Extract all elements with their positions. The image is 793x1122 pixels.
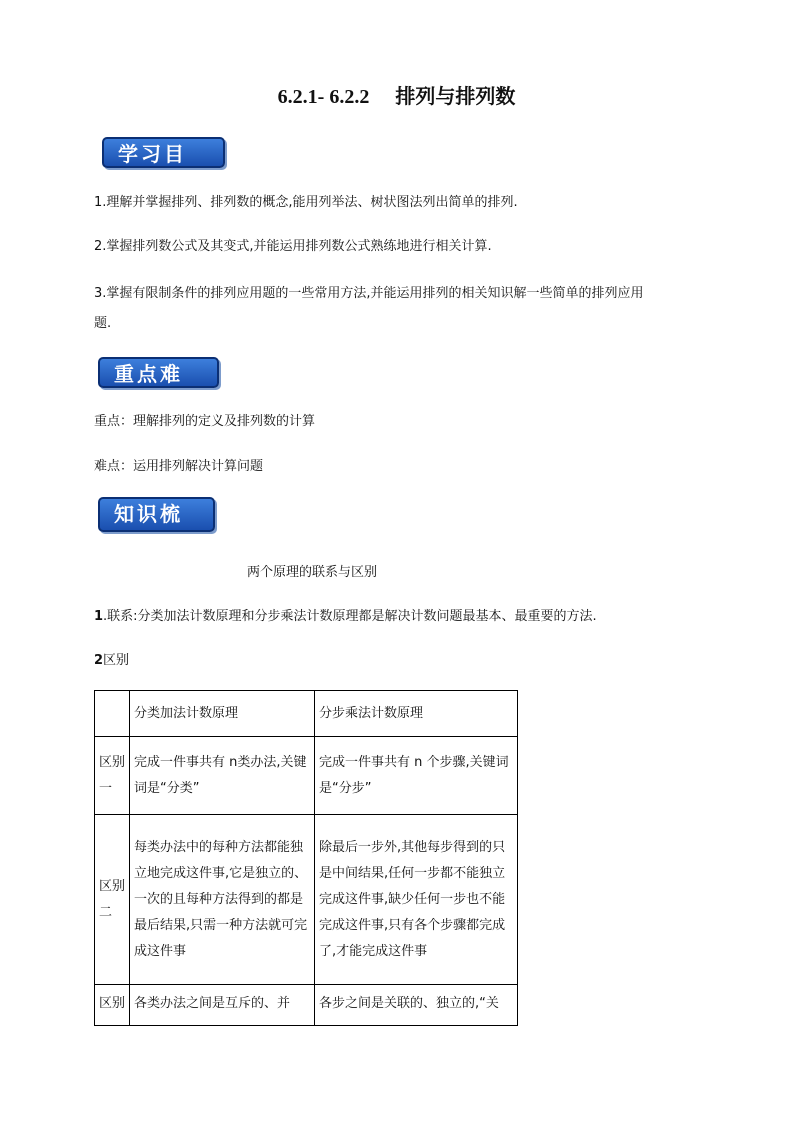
- section-badge-goals: 学习目标: [102, 137, 225, 168]
- table-cell: [130, 985, 315, 1026]
- table-header-cell: [95, 691, 130, 737]
- title-text: 排列与排列数: [395, 86, 516, 108]
- table-cell-text: 各步之间是关联的、独立的,“关: [319, 996, 499, 1011]
- goal-1: 1.理解并掌握排列、排列数的概念,能用列举法、树状图法列出简单的排列.: [94, 195, 518, 210]
- knowledge-subtitle: 两个原理的联系与区别: [246, 565, 377, 580]
- difficult-point: 难点：运用排列解决计算问题: [94, 459, 264, 474]
- table-cell: 完成一件事共有 n 个步骤,关键词是“分步”: [315, 737, 518, 815]
- page-title: [0, 80, 793, 109]
- goal-3-cont: 题.: [94, 316, 112, 331]
- table-cell: [315, 985, 518, 1026]
- table-row-label: 区别二: [95, 815, 130, 985]
- table-row: [95, 815, 518, 985]
- table-row-label: [95, 985, 130, 1026]
- important-point: 重点：理解排列的定义及排列数的计算: [94, 414, 316, 429]
- table-row: [95, 737, 518, 815]
- diff-number: 2: [94, 653, 104, 668]
- section-badge-key: 重点难点: [98, 357, 219, 388]
- table-cell: 完成一件事共有 n类办法,关键词是“分类”: [130, 737, 315, 815]
- comparison-table: [94, 690, 518, 1026]
- link-number: 1: [94, 609, 104, 624]
- diff-text: 区别: [103, 653, 130, 668]
- section-badge-knowledge: 知识梳理: [98, 497, 215, 532]
- table-cell: 除最后一步外,其他每步得到的只是中间结果,任何一步都不能独立完成这件事,缺少任何一步也不能完成这件事,只有各个步骤都完成了,才能完成这件事: [315, 815, 518, 985]
- table-header-cell: 分类加法计数原理: [130, 691, 315, 737]
- table-header-cell: 分步乘法计数原理: [315, 691, 518, 737]
- diff-heading: [94, 650, 694, 672]
- goal-2: 2.掌握排列数公式及其变式,并能运用排列数公式熟练地进行相关计算.: [94, 239, 492, 254]
- link-paragraph: [94, 606, 694, 628]
- title-number: 6.2.1- 6.2.2: [277, 86, 370, 108]
- table-cell: 每类办法中的每种方法都能独立地完成这件事,它是独立的、一次的且每种方法得到的都是最后结果,只需一种方法就可完成这件事: [130, 815, 315, 985]
- link-text: .联系:分类加法计数原理和分步乘法计数原理都是解决计数问题最基本、最重要的方法.: [103, 609, 597, 624]
- table-row: [95, 985, 518, 1026]
- table-row-label: 区别一: [95, 737, 130, 815]
- table-row-label-text: 区别: [99, 996, 125, 1011]
- goal-3: 3.掌握有限制条件的排列应用题的一些常用方法,并能运用排列的相关知识解一些简单的排列应用: [94, 286, 644, 301]
- table-header-row: [95, 691, 518, 737]
- table-cell-text: 各类办法之间是互斥的、并: [134, 996, 291, 1011]
